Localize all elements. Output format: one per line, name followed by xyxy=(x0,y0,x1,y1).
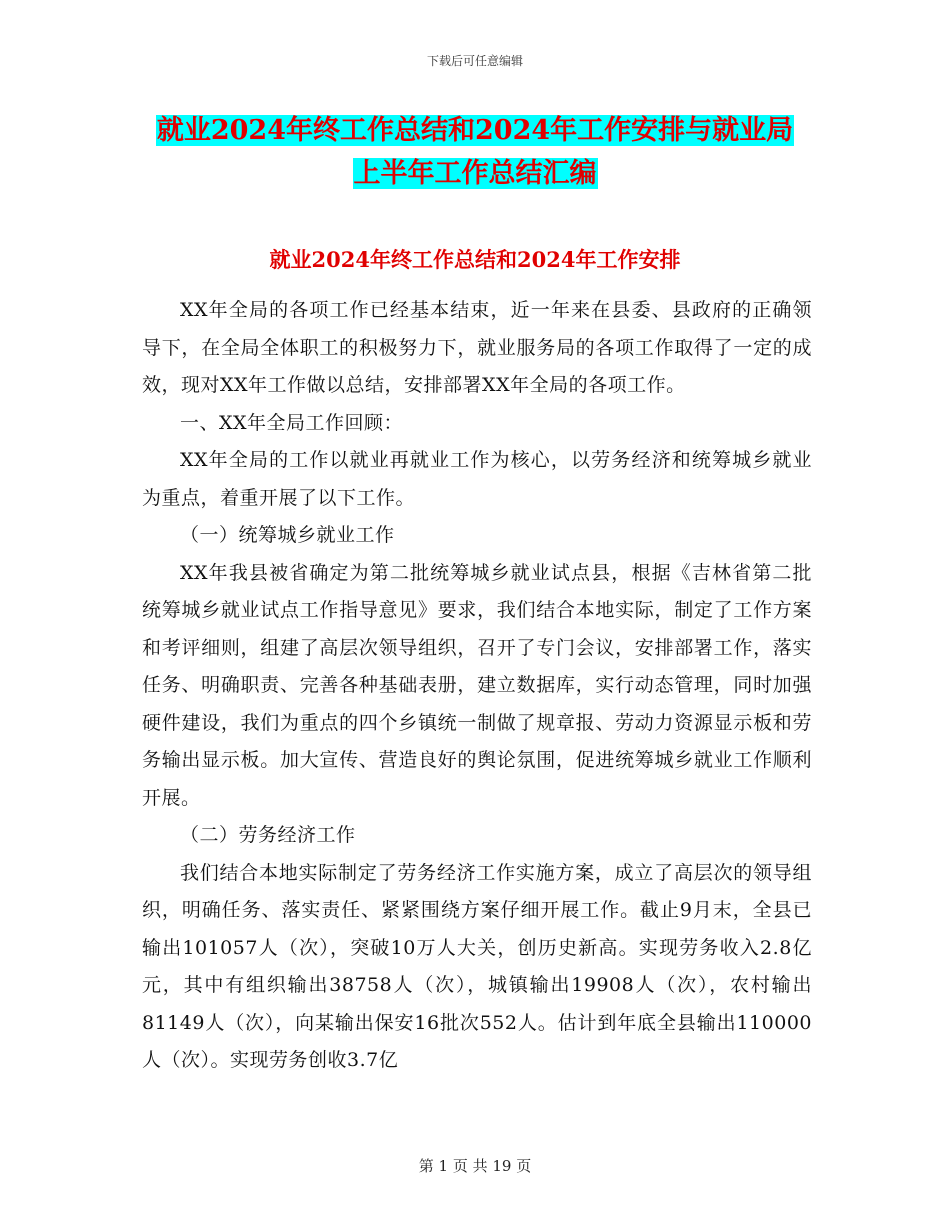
section-title: 就业2024年终工作总结和2024年工作安排 xyxy=(269,247,681,272)
paragraph-overview: XX年全局的工作以就业再就业工作为核心，以劳务经济和统筹城乡就业为重点，着重开展了以下工作。 xyxy=(142,449,812,509)
document-title-text-1: 就业2024年终工作总结和2024年工作安排与就业局 xyxy=(156,115,794,146)
page-number: 第 1 页 共 19 页 xyxy=(418,1157,532,1175)
paragraph-intro: XX年全局的各项工作已经基本结束，近一年来在县委、县政府的正确领导下，在全局全体职工的积极努力下，就业服务局的各项工作取得了一定的成效，现对XX年工作做以总结，安排部署XX年全局的各项工作。 xyxy=(142,299,812,396)
page-header-note: 下载后可任意编辑 xyxy=(426,54,523,68)
subheading-urban-rural: （一）统筹城乡就业工作 xyxy=(180,524,395,546)
document-title-text-2: 上半年工作总结汇编 xyxy=(353,158,597,189)
paragraph-urban-rural: XX年我县被省确定为第二批统筹城乡就业试点县，根据《吉林省第二批统筹城乡就业试点工作指导意见》要求，我们结合本地实际，制定了工作方案和考评细则，组建了高层次领导组织，召开了专门会议，安排部署工作，落实任务、明确职责、完善各种基础表册，建立数据库，实行动态管理，同时加强硬件建设，我们为重点的四个乡镇统一制做了规章报、劳动力资源显示板和劳务输出显示板。加大宣传、营造良好的舆论氛围，促进统筹城乡就业工作顺利开展。 xyxy=(142,561,812,809)
heading-review: 一、XX年全局工作回顾： xyxy=(180,411,404,434)
document-title-line-1 xyxy=(140,109,810,153)
document-body xyxy=(142,292,812,1080)
subheading-labor-economy: （二）劳务经济工作 xyxy=(180,824,356,846)
paragraph-labor-economy: 我们结合本地实际制定了劳务经济工作实施方案，成立了高层次的领导组织，明确任务、落实责任、紧紧围绕方案仔细开展工作。截止9月末，全县已输出101057人（次），突破10万人大关，创历史新高。实现劳务收入2.8亿元，其中有组织输出38758人（次），城镇输出19908人（次），农村输出81149人（次），向某输出保安16批次552人。估计到年底全县输出110000人（次）。实现劳务创收3.7亿 xyxy=(142,861,812,1071)
document-title-line-2 xyxy=(140,152,810,196)
